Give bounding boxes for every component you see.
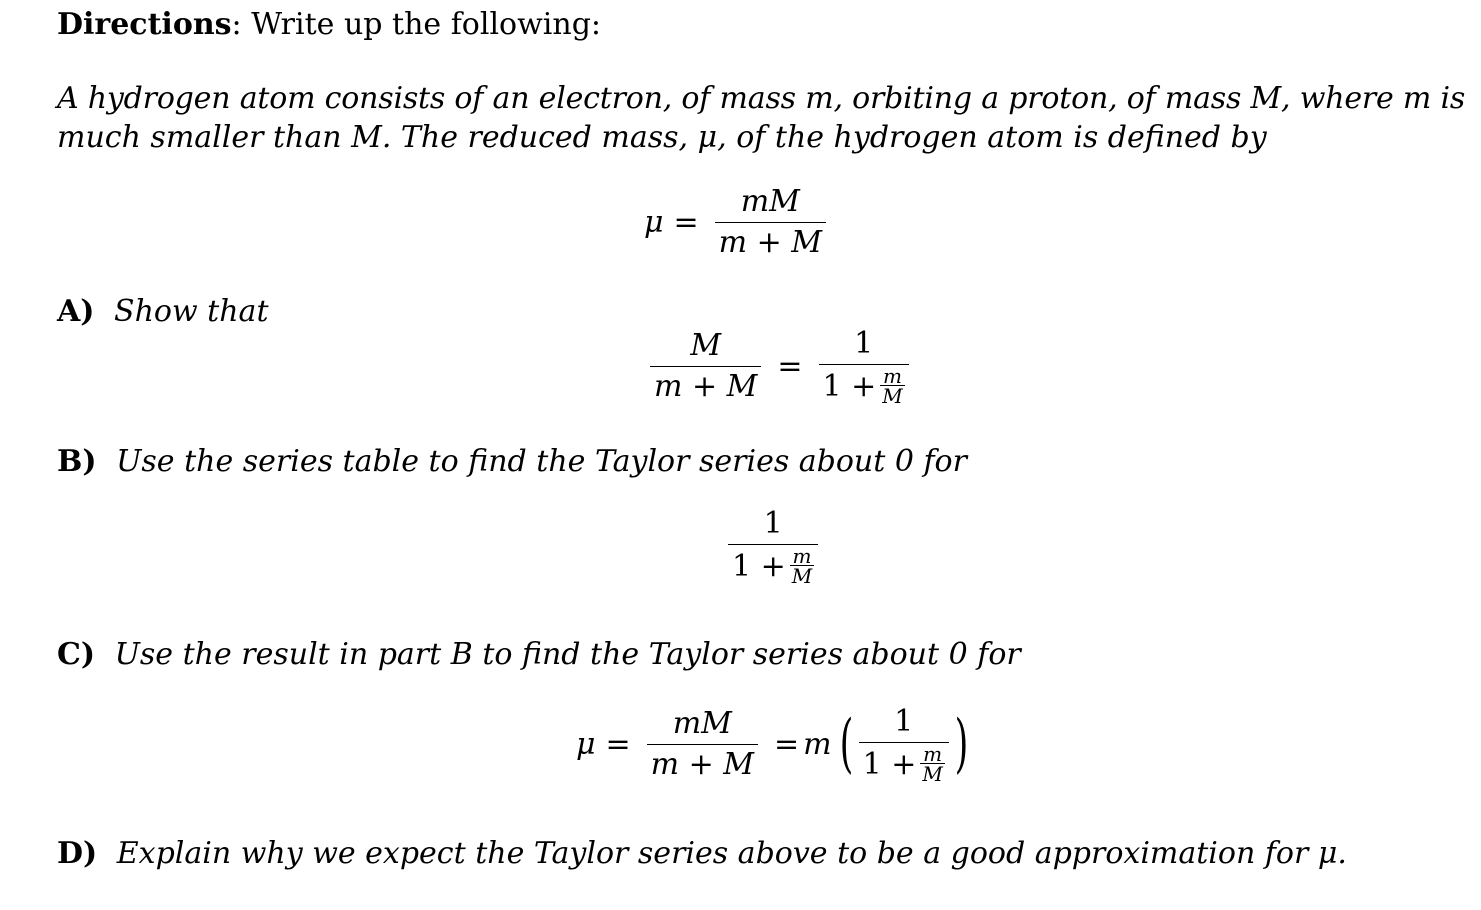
denominator (728, 544, 818, 586)
part-d-line (57, 835, 1347, 873)
numerator: 1 (763, 506, 783, 541)
denominator: m + M (647, 744, 758, 783)
mu-symbol: μ (644, 205, 664, 240)
left-fraction (650, 328, 761, 405)
part-b-label: B) (57, 444, 97, 479)
directions-label: Directions (57, 7, 232, 42)
part-a-label: A) (57, 294, 95, 329)
part-c-equation (576, 704, 974, 784)
directions-line (57, 6, 601, 44)
equals-sign: = (673, 205, 699, 240)
part-b-expression (722, 506, 824, 586)
right-paren: ) (954, 707, 969, 781)
numerator: M (690, 327, 722, 363)
equals-sign: = (774, 726, 800, 762)
right-fraction (819, 326, 909, 406)
fraction (728, 506, 818, 586)
reduced-mass-equation (644, 184, 832, 261)
part-c-label: C) (57, 637, 96, 672)
part-b-line (57, 443, 967, 481)
fraction (647, 706, 758, 783)
equals-sign: = (605, 726, 631, 762)
small-numerator: m (792, 544, 812, 568)
part-a-text: Show that (114, 294, 269, 329)
small-denominator: M (922, 762, 943, 786)
denominator-lead: 1 + (822, 368, 877, 404)
factor-m: m (803, 726, 832, 762)
small-fraction (790, 544, 814, 588)
intro-line-1: A hydrogen atom consists of an electron, of mass m, orbiting a proton, of mass M, where m is (57, 81, 1466, 116)
part-c-line (57, 636, 1021, 674)
denominator-lead: 1 + (732, 548, 786, 584)
numerator: 1 (854, 326, 874, 361)
part-a-line (57, 293, 269, 331)
small-numerator: m (923, 742, 943, 766)
part-d-label: D) (57, 836, 98, 871)
part-d-text: Explain why we expect the Taylor series above to be a good approximation for μ. (116, 836, 1347, 871)
intro-line-2: much smaller than M. The reduced mass, μ, of the hydrogen atom is defined by (57, 120, 1267, 155)
mu-symbol: μ (576, 726, 596, 762)
denominator: m + M (650, 366, 761, 405)
small-denominator: M (791, 564, 813, 588)
equals-sign: = (777, 348, 803, 384)
part-b-text: Use the series table to find the Taylor series about 0 for (116, 444, 967, 479)
small-numerator: m (883, 364, 902, 388)
denominator (819, 364, 909, 406)
part-c-text: Use the result in part B to find the Taylor series about 0 for (114, 637, 1021, 672)
numerator: mM (740, 184, 800, 219)
denominator (859, 742, 949, 784)
left-paren: ( (839, 707, 853, 781)
part-a-equation (644, 326, 915, 406)
directions-text: : Write up the following: (231, 7, 602, 42)
denominator: m + M (715, 222, 826, 261)
inner-fraction (859, 704, 949, 784)
small-denominator: M (882, 384, 903, 408)
small-fraction (880, 364, 904, 408)
denominator-lead: 1 + (862, 746, 917, 782)
small-fraction (920, 742, 944, 786)
numerator: mM (672, 705, 732, 741)
numerator: 1 (894, 704, 914, 739)
fraction (715, 184, 826, 261)
